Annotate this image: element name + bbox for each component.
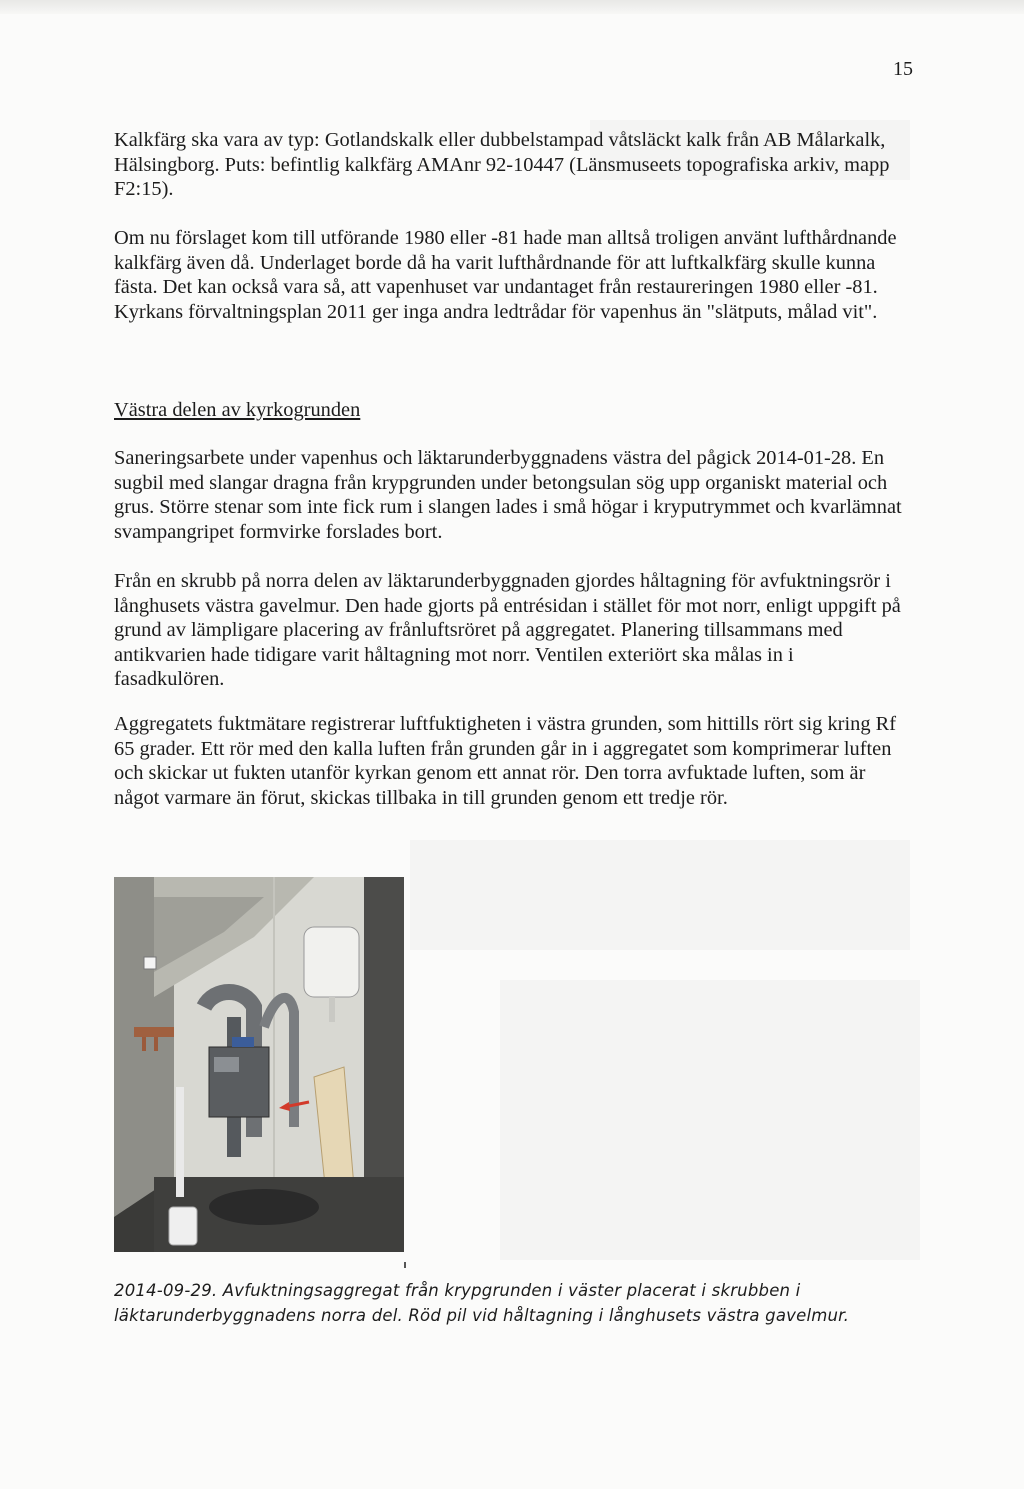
dehumidifier-photo [114,877,404,1252]
paragraph-haltagning: Från en skrubb på norra delen av läktarunderbyggnaden gjordes håltagning för avfuktningsrör i långhusets västra gavelmur. Den hade gjorts på entrésidan i stället för mot norr, enligt uppgift på grund av lämpligare placering av frånluftsröret på aggregatet. Planering tillsammans med antikvarien hade tidigare varit håltagning mot norr. Ventilen exteriört ska målas in i fasadkulören. [114,570,901,690]
show-through-artifact [500,980,920,1260]
page-number: 15 [893,58,913,80]
scan-speck [404,1262,406,1268]
section-heading: Västra delen av kyrkogrunden [114,399,361,421]
show-through-artifact [410,840,910,950]
paragraph-saneringsarbete: Saneringsarbete under vapenhus och läktarunderbyggnadens västra del pågick 2014-01-28. En sugbil med slangar dragna från krypgrunden under betongsulan sög upp organiskt material och grus. Större stenar som inte fick rum i slangen lades i små högar i kryputrymmet och kvarlämnat svampangripet formvirke forslades bort. [114,447,902,543]
paragraph-fuktmatare: Aggregatets fuktmätare registrerar luftfuktigheten i västra grunden, som hittills rört sig kring Rf 65 grader. Ett rör med den kalla luften från grunden går in i aggregatet som komprimerar luften och skickar ut fukten utanför kyrkan genom ett annat rör. Den torra avfuktade luften, som är något varmare än förut, skickas tillbaka in till grunden genom ett tredje rör. [114,713,897,809]
photo-illustration [114,877,404,1252]
paragraph-forslaget: Om nu förslaget kom till utförande 1980 eller -81 hade man alltså troligen använt lufthårdnande kalkfärg även då. Underlaget borde då ha varit lufthårdnande för att luftkalkfärg skulle kunna fästa. Det kan också vara så, att vapenhuset var undantaget från restaureringen 1980 eller -81. Kyrkans förvaltningsplan 2011 ger inga andra ledtrådar för vapenhus än "slätputs, målad vit". [114,227,897,323]
paragraph-kalkfarg: Kalkfärg ska vara av typ: Gotlandskalk eller dubbelstampad våtsläckt kalk från AB Målarkalk, Hälsingborg. Puts: befintlig kalkfärg AMAnr 92-10447 (Länsmuseets topografiska arkiv, mapp F2:15). [114,129,890,200]
scan-edge [0,0,1024,14]
photo-caption: 2014-09-29. Avfuktningsaggregat från krypgrunden i väster placerat i skrubben i läktarunderbyggnadens norra del. Röd pil vid håltagning i långhusets västra gavelmur. [114,1281,850,1325]
